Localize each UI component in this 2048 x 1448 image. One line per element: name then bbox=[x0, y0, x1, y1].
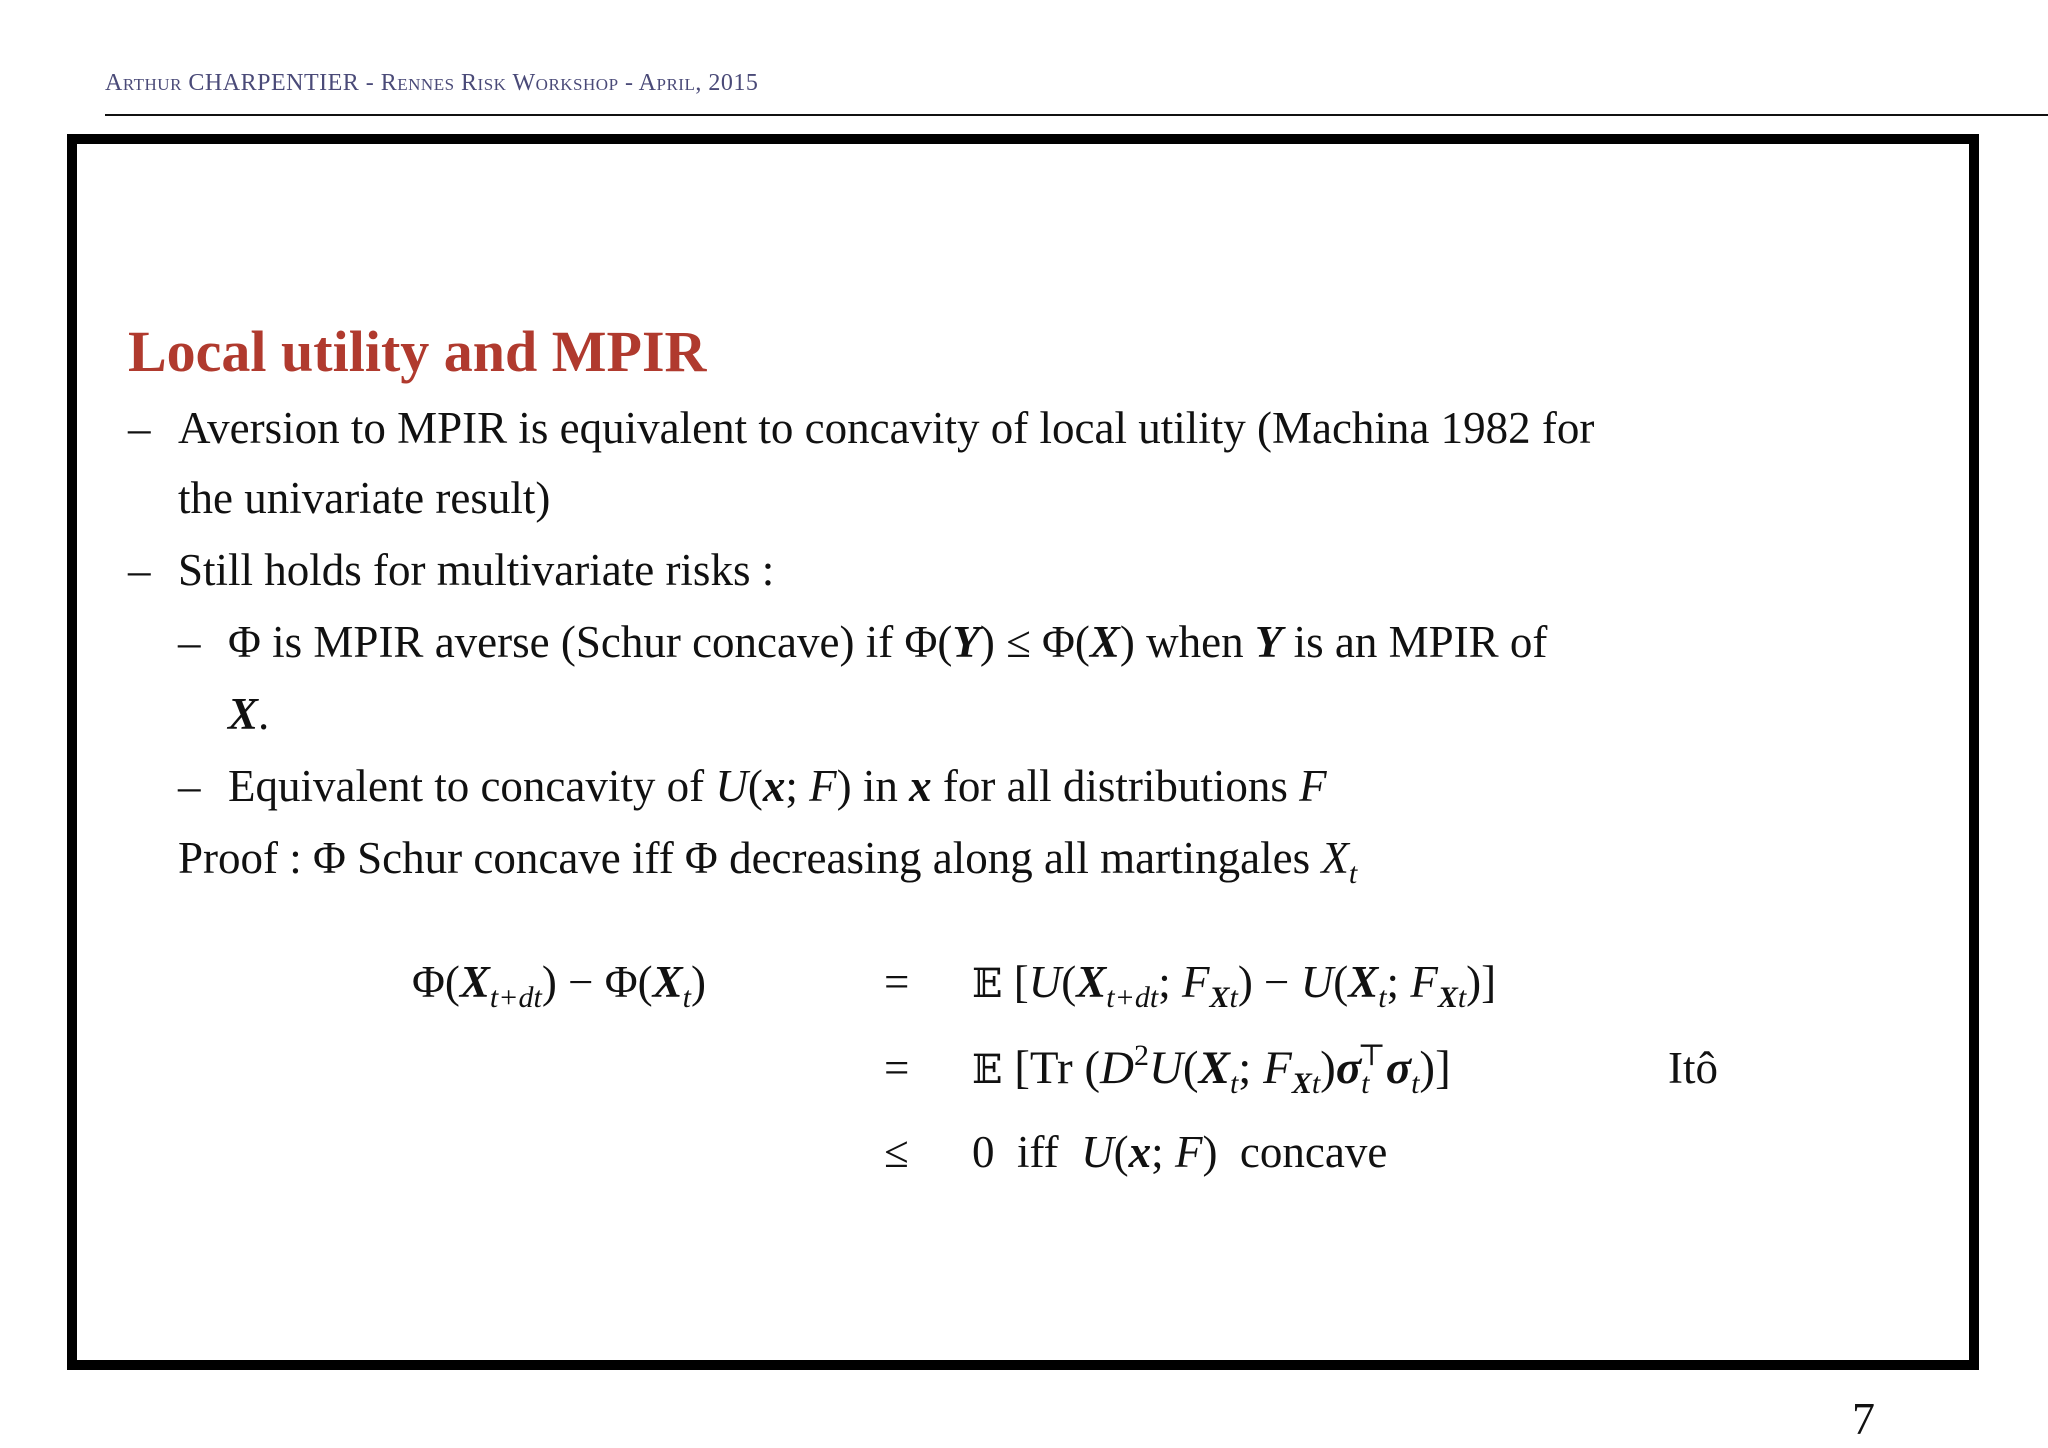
text: ( bbox=[747, 761, 763, 811]
text: Equivalent to concavity of bbox=[228, 761, 716, 811]
sub-bullet-dash: – bbox=[178, 617, 201, 667]
bullet-2: Still holds for multivariate risks : bbox=[178, 545, 775, 595]
text: Φ is MPIR averse (Schur concave) if Φ( bbox=[228, 617, 953, 667]
equation-rhs-3: 0 iff U(x; F) concave bbox=[972, 1127, 1388, 1177]
equation-rhs-2: 𝔼 [Tr ($D^2U(X_t$; $F_{Xt})\sigma_t^⊤\sigma_t$)] bbox=[972, 1039, 1451, 1100]
header-rule bbox=[105, 114, 2048, 116]
slide-title: Local utility and MPIR bbox=[128, 319, 707, 384]
text: . bbox=[258, 689, 270, 739]
bullet-1-line-2: the univariate result) bbox=[178, 473, 551, 523]
equation-relation-1: = bbox=[884, 957, 910, 1007]
proof-line bbox=[178, 832, 1357, 891]
text: for all distributions bbox=[931, 761, 1300, 811]
slide-header: Arthur CHARPENTIER - Rennes Risk Workshop - April, 2015 bbox=[105, 70, 759, 96]
page-number: 7 bbox=[1852, 1393, 1875, 1444]
var-U: U bbox=[715, 761, 748, 811]
text: Proof : Φ Schur concave iff Φ decreasing along all martingales bbox=[178, 833, 1322, 883]
equation-note-ito: Itô bbox=[1668, 1043, 1718, 1093]
equation-relation-2: = bbox=[884, 1043, 910, 1093]
var-F: F bbox=[1299, 761, 1327, 811]
text: is an MPIR of bbox=[1282, 617, 1548, 667]
sub-bullet-1-line-1 bbox=[228, 616, 1547, 668]
var-x: x bbox=[909, 761, 932, 811]
text: ) ≤ Φ( bbox=[979, 617, 1090, 667]
sub-bullet-dash: – bbox=[178, 761, 201, 811]
text: ) in bbox=[836, 761, 910, 811]
equation-rhs-1: 𝔼 [$U(X_{t+dt}$; $F_{Xt}) - U(X_t$; $F_{Xt}$)] bbox=[972, 957, 1497, 1014]
equation-relation-3: ≤ bbox=[884, 1127, 909, 1177]
subscript: t bbox=[1348, 857, 1358, 890]
var-F: F bbox=[809, 761, 837, 811]
sub-bullet-2 bbox=[228, 760, 1327, 812]
var-Y: Y bbox=[952, 617, 980, 667]
var-X: X bbox=[1089, 617, 1120, 667]
var-Y: Y bbox=[1254, 617, 1283, 667]
equation-lhs: $\Phi(X_{t+dt}) - \Phi(X_t)$ bbox=[412, 957, 706, 1014]
bullet-1-line-1: Aversion to MPIR is equivalent to concavity of local utility (Machina 1982 for bbox=[178, 403, 1595, 453]
var-X: X bbox=[1321, 833, 1349, 883]
var-x: x bbox=[762, 761, 786, 811]
bullet-dash: – bbox=[128, 545, 151, 595]
text: ) when bbox=[1119, 617, 1255, 667]
text: ; bbox=[785, 761, 810, 811]
var-X: X bbox=[228, 689, 259, 739]
sub-bullet-1-line-2 bbox=[228, 688, 269, 740]
bullet-dash: – bbox=[128, 403, 151, 453]
